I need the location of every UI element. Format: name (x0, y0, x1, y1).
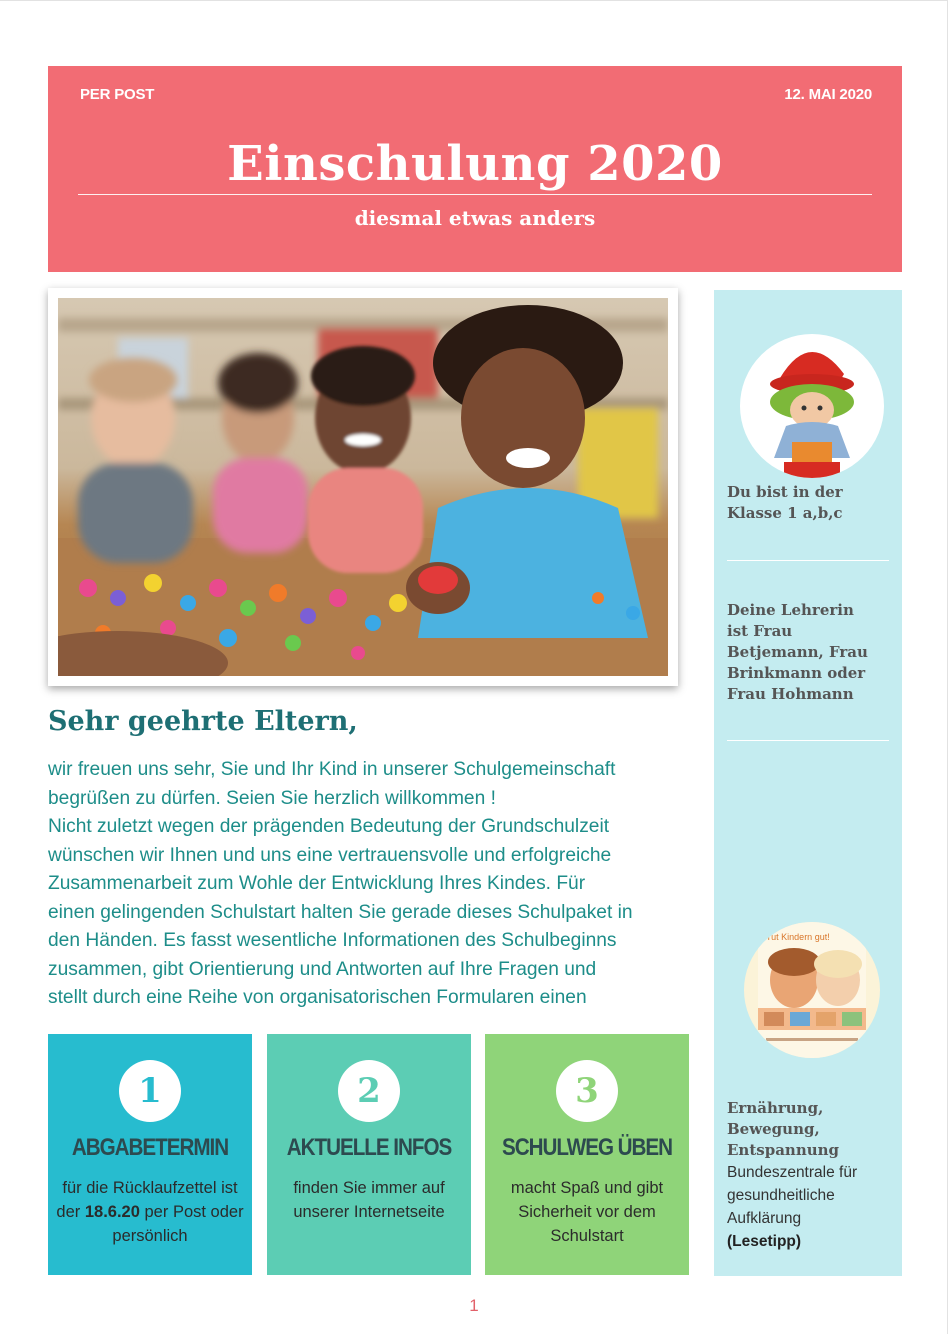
card-number: 1 (119, 1060, 181, 1122)
class-info (727, 482, 897, 524)
welcome-text-line: begrüßen zu dürfen. Seien Sie herzlich willkommen ! (48, 787, 496, 809)
children-photo (48, 288, 678, 686)
tip-label: (Lesetipp) (727, 1233, 802, 1250)
card-school-route (485, 1034, 689, 1275)
header-divider (78, 194, 872, 195)
tip-text-line: gesundheitliche (727, 1187, 835, 1204)
deadline-date: 18.6.20 (84, 1203, 140, 1221)
tip-heading-line: Ernährung, (727, 1099, 824, 1117)
page-subtitle: diesmal etwas anders (354, 206, 596, 230)
tip-text-line: Aufklärung (727, 1210, 802, 1227)
teacher-info-line: Betjemann, Frau (727, 643, 868, 661)
delivery-label: PER POST (80, 86, 155, 103)
sidebar-divider (727, 560, 889, 561)
class-info-line: Klasse 1 a,b,c (727, 504, 843, 522)
tip-heading-line: Entspannung (727, 1141, 840, 1159)
card-text-part: per Post oder persönlich (112, 1203, 244, 1245)
card-number: 2 (338, 1060, 400, 1122)
welcome-text-line: Zusammenarbeit zum Wohle der Entwicklung Ihres Kindes. Für (48, 873, 586, 894)
card-current-info (267, 1034, 471, 1275)
welcome-text-line: wir freuen uns sehr, Sie und Ihr Kind in unserer Schulgemeinschaft (48, 759, 616, 780)
welcome-text-line: Nicht zuletzt wegen der prägenden Bedeutung der Grundschulzeit (48, 816, 610, 837)
greeting-heading: Sehr geehrte Eltern, (48, 706, 358, 737)
welcome-text (48, 756, 708, 1013)
sidebar (714, 290, 902, 1276)
book-cover-image (744, 922, 880, 1058)
doll-image (740, 334, 884, 478)
card-submission-deadline (48, 1034, 252, 1275)
teacher-info-line: Deine Lehrerin (727, 601, 854, 619)
children-photo-image (58, 298, 668, 676)
welcome-text-line: wünschen wir Ihnen und uns eine vertrauensvolle und erfolgreiche (48, 844, 612, 866)
page-title: Einschulung 2020 (227, 136, 723, 192)
teacher-info (727, 600, 897, 705)
reading-tip (727, 1098, 897, 1253)
teacher-info-line: Frau Hohmann (727, 685, 854, 703)
header-banner (48, 66, 902, 272)
card-text: macht Spaß und gibt Sicherheit vor dem Schulstart (510, 1179, 664, 1245)
card-title: SCHULWEG ÜBEN (501, 1134, 673, 1161)
welcome-text-line: den Händen. Es fasst wesentliche Informationen des Schulbeginns (48, 930, 617, 951)
sidebar-divider (727, 740, 889, 741)
welcome-text-line: einen gelingenden Schulstart halten Sie gerade dieses Schulpaket in (48, 901, 633, 923)
tip-text-line: Bundeszentrale für (727, 1164, 858, 1181)
teacher-info-line: Brinkmann oder (727, 664, 866, 682)
issue-date: 12. MAI 2020 (784, 86, 872, 103)
class-info-line: Du bist in der (727, 483, 843, 501)
welcome-text-line: zusammen, gibt Orientierung und Antworten auf Ihre Fragen und (48, 958, 597, 980)
card-text-part: für die Rücklaufzettel ist der (56, 1179, 238, 1221)
book-cover-title: Tut Kindern gut! (766, 932, 830, 942)
card-title: ABGABETERMIN (71, 1134, 229, 1161)
card-text: finden Sie immer auf unserer Internetseite (293, 1179, 445, 1221)
tip-heading-line: Bewegung, (727, 1120, 820, 1138)
card-title: AKTUELLE INFOS (286, 1134, 452, 1161)
page-number: 1 (469, 1296, 479, 1315)
teacher-info-line: ist Frau (727, 622, 793, 640)
welcome-text-line: stellt durch eine Reihe von organisatorischen Formularen einen (48, 987, 587, 1008)
card-number: 3 (556, 1060, 618, 1122)
card-text (56, 1176, 244, 1248)
